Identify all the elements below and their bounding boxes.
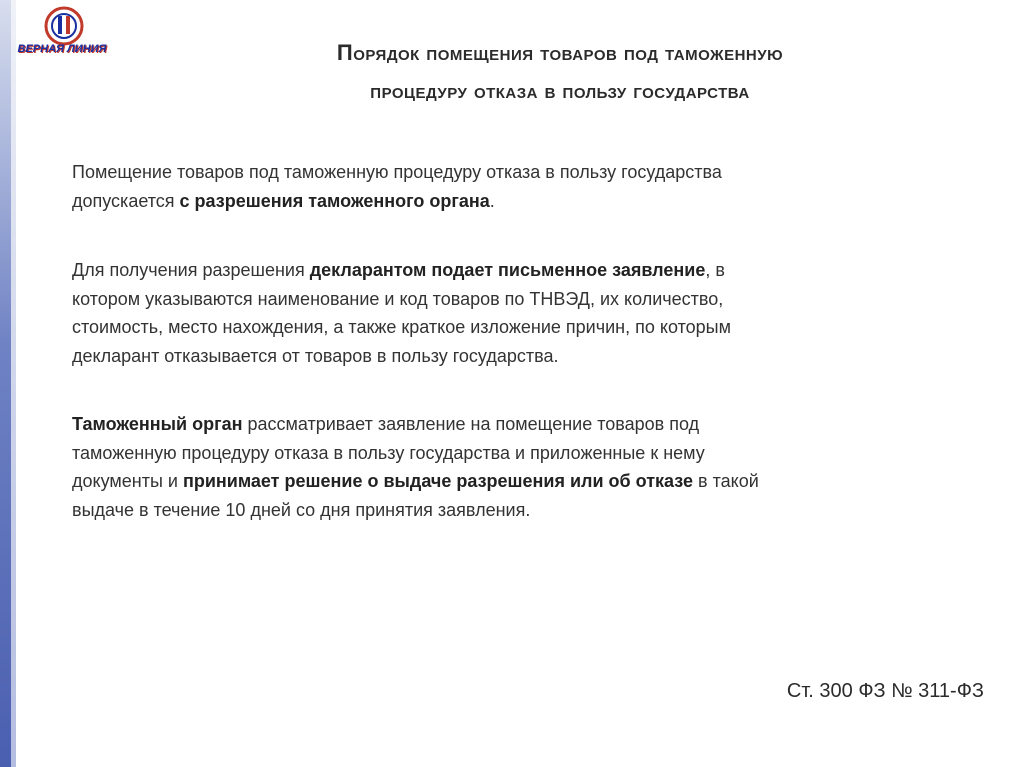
paragraph-3-line-2: таможенную процедуру отказа в пользу государства и приложенные к нему — [72, 442, 705, 463]
left-decorative-bar — [0, 0, 11, 767]
left-decorative-bar-inner — [11, 0, 16, 767]
paragraph-2-bold: декларантом подает письменное заявление — [309, 260, 706, 280]
paragraph-2-line-3: стоимость, место нахождения, а также краткое изложение причин, по которым — [72, 317, 731, 337]
paragraph-3-line-1 — [72, 410, 972, 439]
paragraph-3-text-2: документы и — [72, 471, 183, 491]
page-title — [150, 34, 970, 110]
logo-text: ВЕРНАЯ ЛИНИЯ — [17, 43, 107, 55]
paragraph-2-line-4: декларант отказывается от товаров в пользу государства. — [72, 345, 559, 366]
paragraph-2-line-2: котором указываются наименование и код товаров по ТНВЭД, их количество, — [72, 288, 724, 309]
title-line-2: процедуру отказа в пользу государства — [370, 78, 750, 103]
paragraph-3 — [72, 410, 972, 524]
paragraph-1-text: допускается — [72, 190, 180, 211]
paragraph-2-suffix: , в — [705, 260, 725, 280]
paragraph-1-suffix: . — [489, 190, 495, 211]
paragraph-3-line-4: выдаче в течение 10 дней со дня принятия заявления. — [72, 499, 531, 520]
paragraph-1-bold: с разрешения таможенного органа — [179, 190, 490, 211]
paragraph-1-line-1: Помещение товаров под таможенную процедуру отказа в пользу государства — [72, 162, 722, 182]
paragraph-1-line-2 — [72, 187, 972, 216]
paragraph-3-bold-2: принимает решение о выдаче разрешения или об отказе — [182, 471, 693, 491]
paragraph-2-text: Для получения разрешения — [72, 260, 310, 280]
paragraph-3-line-3 — [72, 467, 972, 496]
paragraph-2 — [72, 256, 972, 370]
paragraph-3-bold-1: Таможенный орган — [72, 414, 243, 434]
paragraph-3-text-3: в такой — [693, 471, 759, 491]
paragraph-1 — [72, 158, 972, 215]
paragraph-3-text-1: рассматривает заявление на помещение товаров под — [242, 414, 700, 434]
paragraph-2-line-1 — [72, 256, 972, 285]
title-line-1: Порядок помещения товаров под таможенную — [336, 40, 784, 65]
law-reference: Ст. 300 ФЗ № 311-ФЗ — [786, 680, 984, 702]
